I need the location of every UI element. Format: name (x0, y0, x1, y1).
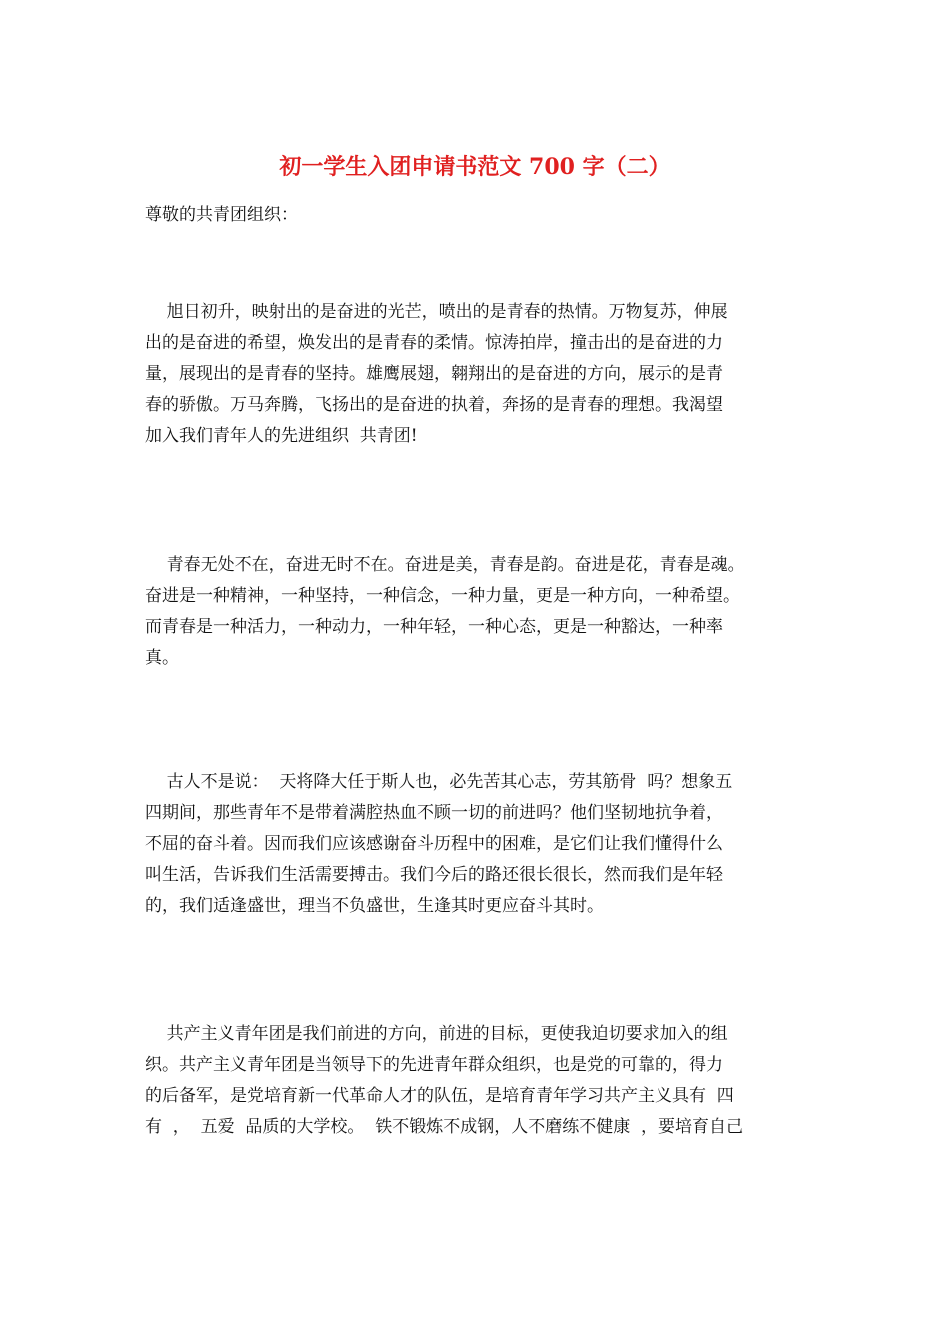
paragraph-line: 出的是奋进的希望，焕发出的是青春的柔情。惊涛拍岸，撞击出的是奋进的力 (145, 333, 723, 353)
paragraph-line: 织。共产主义青年团是当领导下的先进青年群众组织，也是党的可靠的，得力 (145, 1055, 723, 1075)
paragraph-line: 四期间，那些青年不是带着满腔热血不顾一切的前进吗？他们坚韧地抗争着， (145, 803, 723, 823)
paragraph-line: 叫生活，告诉我们生活需要搏击。我们今后的路还很长很长，然而我们是年轻 (145, 865, 723, 885)
salutation: 尊敬的共青团组织： (145, 205, 298, 225)
paragraph-4 (145, 1019, 825, 1143)
paragraph-1 (145, 297, 825, 452)
paragraph-line: 奋进是一种精神，一种坚持，一种信念，一种力量，更是一种方向，一种希望。 (145, 586, 740, 606)
paragraph-line: 旭日初升，映射出的是奋进的光芒，喷出的是青春的热情。万物复苏，伸展 (145, 302, 728, 322)
paragraph-line: 青春无处不在，奋进无时不在。奋进是美，青春是韵。奋进是花，青春是魂。 (145, 555, 745, 575)
paragraph-line: 有 ， 五爱 品质的大学校。 铁不锻炼不成钢，人不磨练不健康 ，要培育自己 (145, 1117, 744, 1137)
paragraph-line: 古人不是说： 天将降大任于斯人也，必先苦其心志，劳其筋骨 吗？想象五 (145, 772, 733, 792)
paragraph-line: 加入我们青年人的先进组织 共青团! (145, 426, 418, 446)
paragraph-3 (145, 767, 825, 922)
paragraph-line: 量，展现出的是青春的坚持。雄鹰展翅，翱翔出的是奋进的方向，展示的是青 (145, 364, 723, 384)
paragraph-line: 的后备军，是党培育新一代革命人才的队伍，是培育青年学习共产主义具有 四 (145, 1086, 734, 1106)
paragraph-line: 真。 (145, 648, 179, 668)
document-title: 初一学生入团申请书范文 700 字（二） (279, 154, 671, 180)
paragraph-line: 而青春是一种活力，一种动力，一种年轻，一种心态，更是一种豁达，一种率 (145, 617, 723, 637)
paragraph-line: 的，我们适逢盛世，理当不负盛世，生逢其时更应奋斗其时。 (145, 896, 604, 916)
paragraph-line: 共产主义青年团是我们前进的方向，前进的目标，更使我迫切要求加入的组 (145, 1024, 728, 1044)
paragraph-line: 不屈的奋斗着。因而我们应该感谢奋斗历程中的困难，是它们让我们懂得什么 (145, 834, 723, 854)
paragraph-line: 春的骄傲。万马奔腾，飞扬出的是奋进的执着，奔扬的是青春的理想。我渴望 (145, 395, 723, 415)
paragraph-2 (145, 550, 825, 674)
